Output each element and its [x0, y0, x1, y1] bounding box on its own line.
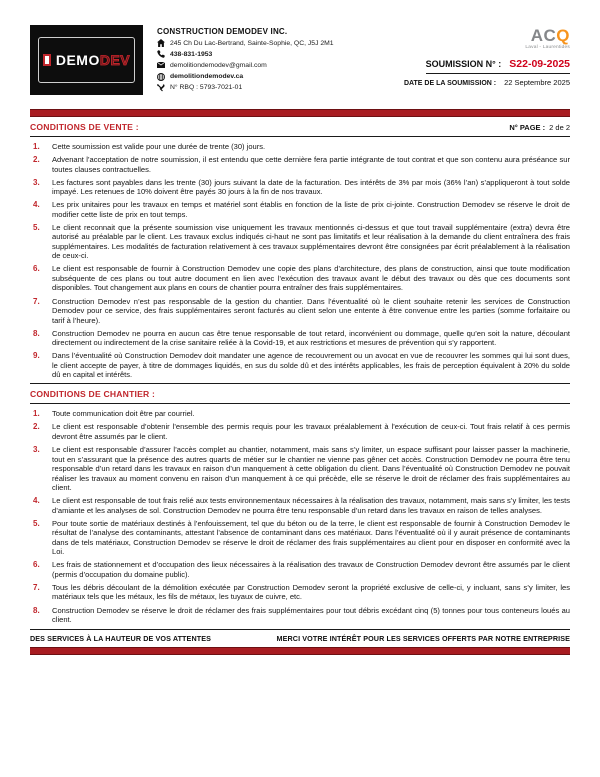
condition-item-text: Le client est responsable d’obtenir l’ensemble des permis requis pour les travaux préalablement à l’exécution de ceux-ci. Tout frais relatif à ces permis devront être assumés par le client.: [52, 422, 570, 441]
condition-item-number: 3.: [33, 445, 40, 455]
condition-item-text: Pour toute sortie de matériaux destinés à l’enfouissement, tel que du béton ou de la terre, le client est responsable de fournir à Construction Demodev le résultat de l’analyse des contaminants, attestant l’absence de contaminant dans ces matériaux. Dans l’éventualité où il y aurait présence de contaminants dans de tels matériaux, Construction Demodev se réserve le droit de réclamer des frais supplémentaires au client pour en disposer en conformité avec la Loi.: [52, 518, 570, 557]
condition-item-number: 7.: [33, 296, 40, 306]
section-chantier-header: [30, 384, 570, 403]
footer-red-bar: [30, 647, 570, 655]
acq-orange-letter: Q: [556, 26, 570, 45]
globe-icon: [157, 73, 165, 81]
section-vente-header: [30, 117, 570, 136]
chantier-items-list: [30, 404, 570, 624]
submission-number-row: [426, 58, 570, 74]
condition-item: [30, 351, 570, 380]
condition-item-number: 8.: [33, 605, 40, 615]
logo-mark-icon: [43, 54, 51, 66]
condition-item: [30, 223, 570, 261]
condition-item-text: Le client reconnait que la présente soumission vise uniquement les travaux mentionnés ci-dessus et que tout travail supplémentaire (extra) devra être autorisé au préalable par le client. Les travaux exclus indiqués ci-haut ne sont pas limitatifs et leur réalisation à la demande du client entraînera des frais supplémentaires. Les modalités de facturation relativement à ces travaux supplémentaires devront être consignées par écrit préalablement à la réalisation de ceux-ci.: [52, 222, 570, 261]
document-header: [30, 25, 570, 103]
page-info-label: N° PAGE :: [509, 123, 546, 132]
company-website: demolitiondemodev.ca: [170, 73, 244, 81]
condition-item: [30, 409, 570, 419]
company-email: demolitiondemodev@gmail.com: [170, 61, 267, 69]
page-info-value: 2 de 2: [549, 123, 570, 132]
company-name: CONSTRUCTION DEMODEV INC.: [157, 27, 288, 36]
page-info: [509, 123, 570, 132]
condition-item-text: Dans l’éventualité où Construction Demodev doit mandater une agence de recouvrement ou un avocat en vue de recouvrer les sommes qui lui sont dues, le client accepte de payer, à titre de dommages liquidés, en sus du solde dû et des intérêts applicables, les frais de perception équivalent à 20% du solde dû en capital et intérêts.: [52, 351, 570, 380]
section-vente-title: CONDITIONS DE VENTE :: [30, 122, 139, 132]
condition-item-text: Construction Demodev ne pourra en aucun cas être tenue responsable de tout retard, inconvénient ou dommage, quelle qu’en soit la nature, découlant directement ou indirectement de la crise sanitaire reliée à la Covid-19, et aux restrictions et mesures de prévention qui s’y rapportent.: [52, 328, 570, 348]
condition-item-text: Les factures sont payables dans les trente (30) jours suivant la date de la facturation. Des intérêts de 3% par mois (36% l’an) s’appliqueront à tout solde impayé. Les retenues de 10% doivent être payés 30 jours à la fin de nos travaux.: [52, 177, 570, 197]
submission-date-label: DATE DE LA SOUMISSION :: [403, 80, 497, 87]
condition-item-text: Tous les débris découlant de la démolition exécutée par Construction Demodev seront la propriété exclusive de celle-ci, y incluant, sans s’y limiter, les matériaux tels que les métaux, les fils de métaux, les tuyaux de cuivre, etc.: [52, 582, 570, 602]
condition-item: [30, 264, 570, 293]
document-footer: [30, 629, 570, 655]
condition-item: [30, 329, 570, 348]
condition-item-number: 3.: [33, 177, 40, 187]
condition-item-number: 4.: [33, 496, 40, 506]
logo-text-demo: DEMO: [55, 52, 100, 68]
condition-item-number: 4.: [33, 200, 40, 210]
condition-item: [30, 422, 570, 441]
condition-item: [30, 519, 570, 557]
condition-item-text: Le client est responsable de fournir à Construction Demodev une copie des plans d’architecture, des plans de construction, ainsi que toute modification subséquente de ces plans ou tout autre document en lien avec l’exécution des travaux avant le début des travaux ou dès que ces documents sont disponibles. Tout changement aux plans en cours de chantier pourra entraîner des frais supplémentaires.: [52, 264, 570, 293]
submission-date-row: [404, 78, 570, 87]
logo-text-dev: DEV: [99, 52, 131, 68]
header-left: [30, 25, 334, 95]
company-phone: 438-831-1953: [170, 50, 213, 58]
condition-item-text: Le client est responsable d’assurer l’accès complet au chantier, notamment, mais sans s’y limiter, un espace suffisant pour laisser passer la machinerie, tout en s’assurant que la présence des autres quarts de métier sur le chantier ne vienne pas gêner cet accès. Construction Demodev ne pourra être tenu responsable d’un retard dans les travaux en raison d’un manquement à cette obligation du client. Dans l’éventualité où Construction Demodev ne pouvait réaliser les travaux au moment convenu en raison d’un manquement à ce qui précède, elle se réserve le droit de réclamer des frais supplémentaires au client.: [52, 445, 570, 493]
acq-region-label: Laval - Laurentides: [525, 45, 570, 50]
contact-email-row: [157, 61, 334, 69]
footer-texts: [30, 630, 570, 647]
acq-logo: [525, 27, 570, 50]
condition-item-number: 8.: [33, 328, 40, 338]
condition-item-number: 6.: [33, 560, 40, 570]
company-rbq: N° RBQ : 5793-7021-01: [170, 84, 243, 92]
condition-item: [30, 583, 570, 602]
section-chantier-title: CONDITIONS DE CHANTIER :: [30, 389, 156, 400]
footer-slogan: DES SERVICES À LA HAUTEUR DE VOS ATTENTES: [30, 633, 212, 643]
company-logo: [30, 25, 143, 95]
condition-item-text: Les prix unitaires pour les travaux en temps et matériel sont établis en fonction de la liste de prix ci-jointe. Construction Demodev se réserve le droit de modifier cette liste de prix en tout temps.: [52, 200, 570, 219]
acq-letters: [525, 27, 570, 44]
vente-items-list: [30, 137, 570, 380]
condition-item-number: 5.: [33, 222, 40, 232]
company-logo-frame: [38, 37, 135, 83]
envelope-icon: [157, 61, 165, 69]
tools-icon: [157, 84, 165, 92]
condition-item-text: Cette soumission est valide pour une durée de trente (30) jours.: [52, 142, 266, 151]
contact-phone-row: [157, 50, 334, 58]
condition-item-number: 2.: [33, 422, 40, 432]
condition-item: [30, 297, 570, 326]
header-right: [404, 25, 570, 87]
condition-item-text: Construction Demodev n’est pas responsable de la gestion du chantier. Dans l’éventualité où le client souhaite retenir les services de Construction Demodev pour ce service, des frais supplémentaires seront facturés au client selon une entente à être convenue entre les parties (somme forfaitaire ou tarif à l’heure).: [52, 296, 570, 325]
condition-item-text: Advenant l’acceptation de notre soumission, il est entendu que cette dernière fera partie intégrante de tout contrat et que son contenu aura préséance sur toutes clauses contractuelles.: [52, 155, 570, 174]
condition-item-text: Le client est responsable de tout frais relié aux tests environnementaux nécessaires à la réalisation des travaux, notamment, mais sans s’y limiter, les tests d’amiante et les analyses de sol. Construction Demodev ne pourra être tenu responsable d’un retard dans les travaux en raison de telles analyses.: [52, 496, 570, 515]
section-chantier-block: [30, 383, 570, 624]
condition-item-number: 2.: [33, 155, 40, 165]
condition-item: [30, 200, 570, 219]
condition-item-text: Les frais de stationnement et d’occupation des lieux nécessaires à la réalisation des travaux de Construction Demodev devront être assumés par le client (permis d’occupation du domaine public).: [52, 560, 570, 579]
submission-date-value: 22 Septembre 2025: [504, 78, 570, 87]
company-address: 245 Ch Du Lac-Bertrand, Sainte-Sophie, QC, J5J 2M1: [170, 39, 334, 47]
acq-gray-letters: AC: [530, 26, 557, 45]
condition-item-number: 7.: [33, 582, 40, 592]
condition-item-text: Construction Demodev se réserve le droit de réclamer des frais supplémentaires pour tout débris excédant cinq (5) tonnes pour tous conteneurs loués au client.: [52, 605, 570, 624]
condition-item-number: 5.: [33, 518, 40, 528]
submission-number-label: SOUMISSION N° :: [425, 59, 502, 69]
condition-item: [30, 155, 570, 174]
home-icon: [157, 39, 165, 47]
footer-thanks: MERCI VOTRE INTÉRÊT POUR LES SERVICES OFFERTS PAR NOTRE ENTREPRISE: [276, 633, 570, 643]
condition-item-number: 1.: [33, 409, 40, 419]
condition-item-text: Toute communication doit être par courriel.: [52, 409, 195, 419]
submission-number-value: S22-09-2025: [509, 58, 570, 70]
condition-item: [30, 560, 570, 579]
header-divider-bar: [30, 109, 570, 117]
condition-item: [30, 445, 570, 493]
company-contact-block: [157, 25, 334, 95]
contact-address-row: [157, 39, 334, 47]
condition-item: [30, 606, 570, 625]
condition-item-number: 1.: [33, 142, 40, 151]
contact-website-row: [157, 73, 334, 81]
condition-item-number: 9.: [33, 351, 40, 361]
condition-item: [30, 142, 570, 152]
condition-item: [30, 496, 570, 515]
phone-icon: [157, 50, 165, 58]
condition-item: [30, 178, 570, 197]
logo-text: [56, 52, 130, 68]
condition-item-number: 6.: [33, 264, 40, 274]
contact-rbq-row: [157, 84, 334, 92]
